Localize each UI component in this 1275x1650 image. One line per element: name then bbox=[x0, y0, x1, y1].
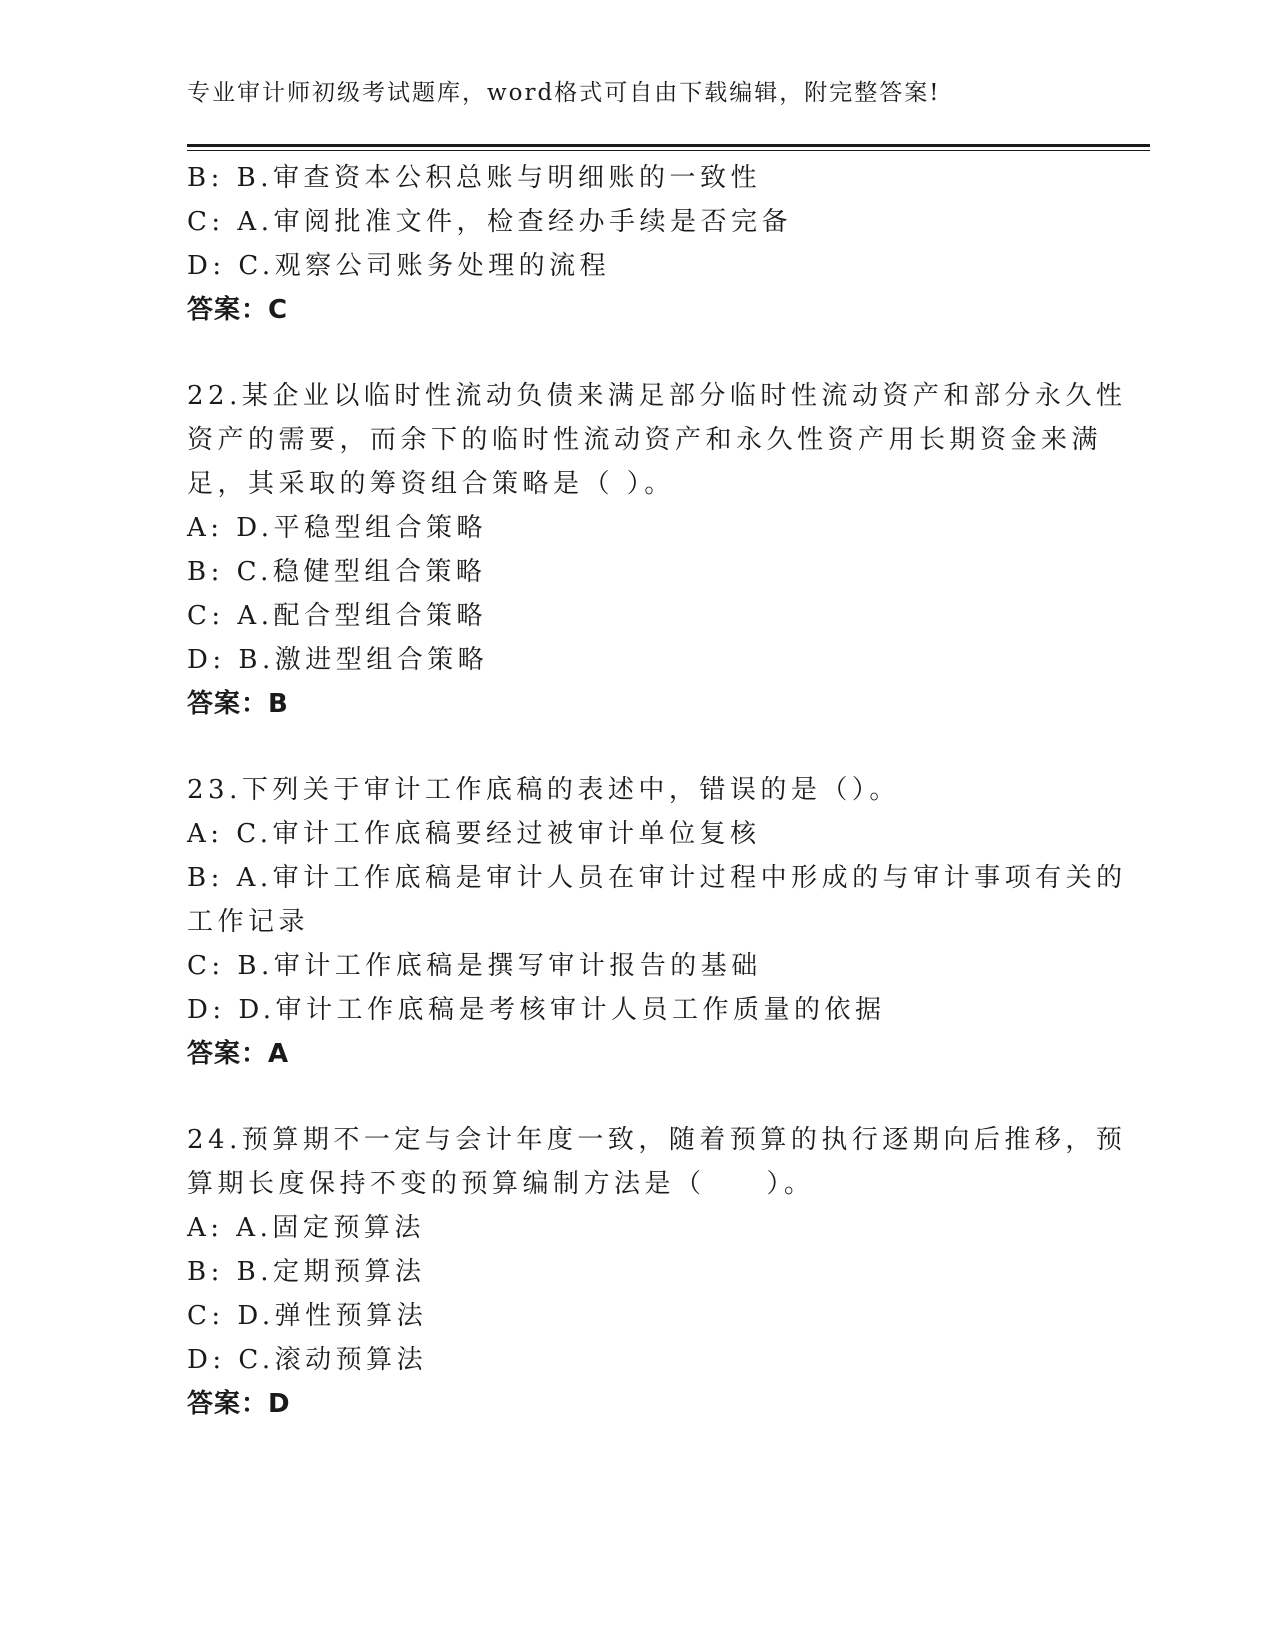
q22-stem-line-1: 22.某企业以临时性流动负债来满足部分临时性流动资产和部分永久性 bbox=[187, 381, 1127, 411]
q23-option-a: A: C.审计工作底稿要经过被审计单位复核 bbox=[187, 819, 761, 849]
q24-answer: 答案：D bbox=[187, 1389, 291, 1419]
q22-option-c: C: A.配合型组合策略 bbox=[187, 601, 487, 631]
q21-option-c: C: A.审阅批准文件，检查经办手续是否完备 bbox=[187, 207, 792, 237]
q24-option-b: B: B.定期预算法 bbox=[187, 1257, 426, 1287]
q23-option-b-line-2: 工作记录 bbox=[187, 907, 310, 937]
q24-option-a: A: A.固定预算法 bbox=[187, 1213, 425, 1243]
header-rule-thick bbox=[187, 144, 1150, 147]
q24-stem-line-1: 24.预算期不一定与会计年度一致，随着预算的执行逐期向后推移，预 bbox=[187, 1125, 1127, 1155]
q21-option-b: B: B.审查资本公积总账与明细账的一致性 bbox=[187, 163, 762, 193]
q23-option-c: C: B.审计工作底稿是撰写审计报告的基础 bbox=[187, 951, 762, 981]
q23-stem-line-1: 23.下列关于审计工作底稿的表述中，错误的是（）。 bbox=[187, 775, 900, 805]
q22-stem-line-2: 资产的需要，而余下的临时性流动资产和永久性资产用长期资金来满 bbox=[187, 425, 1103, 455]
page-header: 专业审计师初级考试题库，word格式可自由下载编辑，附完整答案! bbox=[187, 80, 941, 106]
q24-stem-line-2: 算期长度保持不变的预算编制方法是（ ）。 bbox=[187, 1169, 815, 1199]
q21-option-d: D: C.观察公司账务处理的流程 bbox=[187, 251, 611, 281]
q22-option-d: D: B.激进型组合策略 bbox=[187, 645, 489, 675]
header-rule-thin bbox=[187, 150, 1150, 151]
q22-stem-line-3: 足，其采取的筹资组合策略是（ ）。 bbox=[187, 469, 675, 499]
q24-option-c: C: D.弹性预算法 bbox=[187, 1301, 428, 1331]
q22-option-b: B: C.稳健型组合策略 bbox=[187, 557, 487, 587]
q21-answer: 答案：C bbox=[187, 295, 289, 325]
q22-option-a: A: D.平稳型组合策略 bbox=[187, 513, 487, 543]
q23-answer: 答案：A bbox=[187, 1039, 290, 1069]
q22-answer: 答案：B bbox=[187, 689, 289, 719]
q23-option-d: D: D.审计工作底稿是考核审计人员工作质量的依据 bbox=[187, 995, 886, 1025]
q24-option-d: D: C.滚动预算法 bbox=[187, 1345, 428, 1375]
q23-option-b-line-1: B: A.审计工作底稿是审计人员在审计过程中形成的与审计事项有关的 bbox=[187, 863, 1127, 893]
